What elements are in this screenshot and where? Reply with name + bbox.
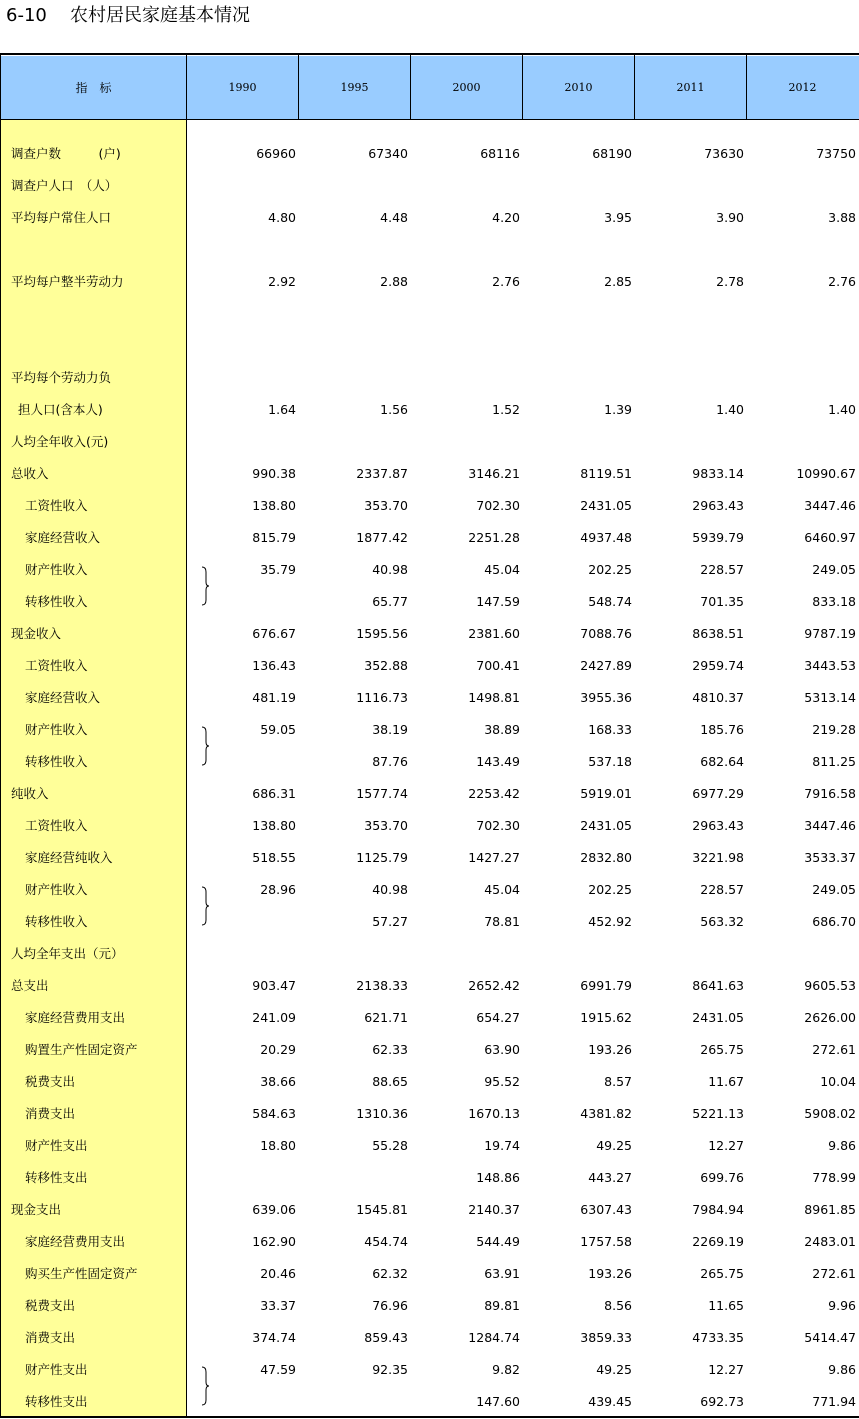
table-cell: 9.86	[828, 1362, 856, 1377]
table-cell	[196, 362, 296, 394]
table-cell: 33.37	[260, 1298, 296, 1313]
table-cell: 3221.98	[692, 850, 744, 865]
table-cell: 1.40	[828, 402, 856, 417]
table-cell	[756, 170, 856, 202]
table-cell: 374.74	[252, 1330, 296, 1345]
table-cell	[420, 938, 520, 970]
row-label: 税费支出	[25, 1298, 76, 1313]
table-cell: 4.48	[380, 210, 408, 225]
table-cell: 3955.36	[580, 690, 632, 705]
table-cell	[644, 426, 744, 458]
table-cell: 202.25	[588, 562, 632, 577]
table-cell: 9.96	[828, 1298, 856, 1313]
table-cell	[756, 426, 856, 458]
table-cell: 5221.13	[692, 1106, 744, 1121]
table-cell: 353.70	[364, 498, 408, 513]
table-cell: 454.74	[364, 1234, 408, 1249]
table-cell: 2.78	[716, 274, 744, 289]
table-cell: 40.98	[372, 562, 408, 577]
table-cell: 18.80	[260, 1138, 296, 1153]
table-cell	[756, 330, 856, 362]
table-cell	[196, 938, 296, 970]
table-cell: 1.56	[380, 402, 408, 417]
table-cell: 2832.80	[580, 850, 632, 865]
row-label: 人均全年收入(元)	[11, 434, 109, 449]
table-cell: 1595.56	[356, 626, 408, 641]
table-cell: 193.26	[588, 1266, 632, 1281]
table-cell: 2.76	[828, 274, 856, 289]
table-cell: 68190	[592, 146, 632, 161]
table-cell: 6977.29	[692, 786, 744, 801]
table-cell: 548.74	[588, 594, 632, 609]
table-cell	[196, 1162, 296, 1194]
table-cell: 228.57	[700, 562, 744, 577]
table-cell: 265.75	[700, 1042, 744, 1057]
table-cell: 87.76	[372, 754, 408, 769]
table-cell	[532, 938, 632, 970]
table-cell: 78.81	[484, 914, 520, 929]
table-cell: 3447.46	[804, 498, 856, 513]
row-label: 人均全年支出（元）	[11, 946, 124, 961]
table-cell: 57.27	[372, 914, 408, 929]
table-cell: 686.70	[812, 914, 856, 929]
table-cell: 265.75	[700, 1266, 744, 1281]
table-cell	[308, 234, 408, 266]
table-cell: 2431.05	[580, 818, 632, 833]
row-label: 现金收入	[11, 626, 62, 641]
table-cell: 4937.48	[580, 530, 632, 545]
table-cell	[196, 586, 296, 618]
table-cell: 686.31	[252, 786, 296, 801]
table-cell	[196, 746, 296, 778]
row-label: 家庭经营费用支出	[25, 1234, 126, 1249]
table-cell: 5908.02	[804, 1106, 856, 1121]
row-label: 转移性收入	[25, 914, 88, 929]
table-cell: 38.19	[372, 722, 408, 737]
table-cell: 49.25	[596, 1138, 632, 1153]
table-cell: 2431.05	[580, 498, 632, 513]
table-cell: 621.71	[364, 1010, 408, 1025]
table-cell: 2626.00	[804, 1010, 856, 1025]
table-cell: 702.30	[476, 498, 520, 513]
row-label: 转移性支出	[25, 1394, 88, 1409]
table-cell: 2140.37	[468, 1202, 520, 1217]
left-border	[0, 55, 1, 1416]
table-cell: 443.27	[588, 1170, 632, 1185]
table-cell: 10990.67	[796, 466, 856, 481]
row-label: 平均每个劳动力负	[11, 370, 112, 385]
table-cell: 8961.85	[804, 1202, 856, 1217]
table-cell: 45.04	[484, 562, 520, 577]
table-cell: 12.27	[708, 1138, 744, 1153]
table-cell: 702.30	[476, 818, 520, 833]
table-cell	[308, 170, 408, 202]
row-label: 转移性收入	[25, 754, 88, 769]
table-cell: 1.40	[716, 402, 744, 417]
row-label: 总支出	[11, 978, 49, 993]
row-label: 转移性收入	[25, 594, 88, 609]
table-cell: 10.04	[820, 1074, 856, 1089]
table-cell	[196, 298, 296, 330]
table-cell: 2963.43	[692, 818, 744, 833]
table-cell: 859.43	[364, 1330, 408, 1345]
table-cell: 138.80	[252, 818, 296, 833]
table-cell: 6991.79	[580, 978, 632, 993]
table-cell: 62.32	[372, 1266, 408, 1281]
row-label: 总收入	[11, 466, 49, 481]
table-cell: 3146.21	[468, 466, 520, 481]
table-cell	[532, 298, 632, 330]
indicator-header: 指 标	[75, 81, 112, 95]
table-cell: 147.60	[476, 1394, 520, 1409]
table-cell: 1125.79	[356, 850, 408, 865]
table-cell: 168.33	[588, 722, 632, 737]
table-cell: 6460.97	[804, 530, 856, 545]
table-cell: 563.32	[700, 914, 744, 929]
table-cell: 2427.89	[580, 658, 632, 673]
table-cell: 3.95	[604, 210, 632, 225]
table-cell	[532, 170, 632, 202]
table-cell: 66960	[256, 146, 296, 161]
table-cell	[420, 426, 520, 458]
brace-mark	[201, 566, 209, 606]
row-label: 家庭经营收入	[25, 690, 101, 705]
row-label: 平均每户整半劳动力	[11, 274, 124, 289]
table-cell: 19.74	[484, 1138, 520, 1153]
year-header: 2000	[452, 81, 481, 94]
table-cell: 2431.05	[692, 1010, 744, 1025]
table-cell: 8641.63	[692, 978, 744, 993]
table-cell: 241.09	[252, 1010, 296, 1025]
row-label: 担人口(含本人)	[18, 402, 103, 417]
table-cell: 228.57	[700, 882, 744, 897]
table-cell: 49.25	[596, 1362, 632, 1377]
table-cell: 138.80	[252, 498, 296, 513]
table-cell: 3.88	[828, 210, 856, 225]
table-cell: 682.64	[700, 754, 744, 769]
table-cell: 352.88	[364, 658, 408, 673]
row-label: 现金支出	[11, 1202, 62, 1217]
table-cell: 8.57	[604, 1074, 632, 1089]
row-label: 财产性支出	[25, 1362, 88, 1377]
table-cell: 353.70	[364, 818, 408, 833]
table-cell: 439.45	[588, 1394, 632, 1409]
row-label: 购买生产性固定资产	[25, 1266, 138, 1281]
table-cell: 62.33	[372, 1042, 408, 1057]
table-cell: 1.64	[268, 402, 296, 417]
table-cell: 3859.33	[580, 1330, 632, 1345]
table-cell: 136.43	[252, 658, 296, 673]
table-cell: 9605.53	[804, 978, 856, 993]
row-label: 平均每户常住人口	[11, 210, 112, 225]
table-cell: 2652.42	[468, 978, 520, 993]
table-cell: 584.63	[252, 1106, 296, 1121]
table-cell: 990.38	[252, 466, 296, 481]
row-label: 工资性收入	[25, 818, 88, 833]
table-cell: 9787.19	[804, 626, 856, 641]
table-cell: 2963.43	[692, 498, 744, 513]
table-cell: 9.86	[828, 1138, 856, 1153]
table-cell: 4.20	[492, 210, 520, 225]
table-cell: 701.35	[700, 594, 744, 609]
table-cell: 7984.94	[692, 1202, 744, 1217]
table-cell: 219.28	[812, 722, 856, 737]
table-cell: 5414.47	[804, 1330, 856, 1345]
table-cell: 63.91	[484, 1266, 520, 1281]
table-cell: 5919.01	[580, 786, 632, 801]
table-cell: 654.27	[476, 1010, 520, 1025]
table-cell: 1877.42	[356, 530, 408, 545]
table-cell: 89.81	[484, 1298, 520, 1313]
table-cell: 639.06	[252, 1202, 296, 1217]
table-cell: 249.05	[812, 882, 856, 897]
table-cell: 537.18	[588, 754, 632, 769]
table-cell: 148.86	[476, 1170, 520, 1185]
table-cell: 63.90	[484, 1042, 520, 1057]
table-cell: 272.61	[812, 1042, 856, 1057]
table-cell: 2253.42	[468, 786, 520, 801]
table-cell: 2.85	[604, 274, 632, 289]
brace-mark	[201, 886, 209, 926]
table-cell: 5313.14	[804, 690, 856, 705]
statistics-table	[0, 53, 859, 1419]
table-cell	[196, 170, 296, 202]
table-cell: 73630	[704, 146, 744, 161]
row-label: 消费支出	[25, 1106, 76, 1121]
table-cell	[644, 362, 744, 394]
table-cell: 9833.14	[692, 466, 744, 481]
table-cell: 811.25	[812, 754, 856, 769]
table-cell	[420, 170, 520, 202]
table-cell	[420, 298, 520, 330]
row-label: 消费支出	[25, 1330, 76, 1345]
table-cell: 9.82	[492, 1362, 520, 1377]
table-cell	[756, 298, 856, 330]
table-cell	[644, 170, 744, 202]
table-cell: 3533.37	[804, 850, 856, 865]
indicator-divider	[186, 55, 187, 1416]
row-label: 财产性收入	[25, 562, 88, 577]
table-cell: 2.92	[268, 274, 296, 289]
table-cell: 1310.36	[356, 1106, 408, 1121]
year-header: 1995	[340, 81, 369, 94]
top-rule	[0, 53, 859, 55]
row-label: 调查户人口 （人）	[11, 178, 118, 193]
table-cell: 2337.87	[356, 466, 408, 481]
table-cell: 2138.33	[356, 978, 408, 993]
table-cell: 38.66	[260, 1074, 296, 1089]
table-cell: 3447.46	[804, 818, 856, 833]
table-cell: 193.26	[588, 1042, 632, 1057]
row-label: 家庭经营纯收入	[25, 850, 113, 865]
table-cell: 903.47	[252, 978, 296, 993]
row-label: 家庭经营费用支出	[25, 1010, 126, 1025]
table-cell: 778.99	[812, 1170, 856, 1185]
row-label: 财产性支出	[25, 1138, 88, 1153]
row-label: 家庭经营收入	[25, 530, 101, 545]
table-cell: 202.25	[588, 882, 632, 897]
table-cell: 4810.37	[692, 690, 744, 705]
table-cell: 3443.53	[804, 658, 856, 673]
table-cell: 5939.79	[692, 530, 744, 545]
table-cell: 6307.43	[580, 1202, 632, 1217]
table-cell: 47.59	[260, 1362, 296, 1377]
table-cell: 481.19	[252, 690, 296, 705]
table-cell: 1284.74	[468, 1330, 520, 1345]
table-cell: 2.88	[380, 274, 408, 289]
row-label: 工资性收入	[25, 658, 88, 673]
table-cell: 249.05	[812, 562, 856, 577]
table-cell	[196, 330, 296, 362]
table-cell: 11.67	[708, 1074, 744, 1089]
table-cell: 1545.81	[356, 1202, 408, 1217]
table-cell	[196, 1386, 296, 1418]
row-label: 财产性收入	[25, 722, 88, 737]
table-title-text: 农村居民家庭基本情况	[70, 5, 250, 26]
table-cell: 95.52	[484, 1074, 520, 1089]
row-label: 转移性支出	[25, 1170, 88, 1185]
table-cell: 7916.58	[804, 786, 856, 801]
table-cell: 8119.51	[580, 466, 632, 481]
table-cell: 1577.74	[356, 786, 408, 801]
row-label: 纯收入	[11, 786, 49, 801]
table-cell: 12.27	[708, 1362, 744, 1377]
table-cell: 815.79	[252, 530, 296, 545]
table-cell	[532, 330, 632, 362]
row-label: 税费支出	[25, 1074, 76, 1089]
table-cell: 272.61	[812, 1266, 856, 1281]
table-cell: 4733.35	[692, 1330, 744, 1345]
table-cell: 11.65	[708, 1298, 744, 1313]
table-cell: 8.56	[604, 1298, 632, 1313]
table-cell: 67340	[368, 146, 408, 161]
table-cell: 2.76	[492, 274, 520, 289]
table-cell: 1915.62	[580, 1010, 632, 1025]
row-label: 购置生产性固定资产	[25, 1042, 138, 1057]
table-cell: 2269.19	[692, 1234, 744, 1249]
table-cell	[532, 362, 632, 394]
table-cell: 1757.58	[580, 1234, 632, 1249]
table-cell	[196, 906, 296, 938]
row-label: 财产性收入	[25, 882, 88, 897]
table-cell	[308, 938, 408, 970]
table-cell: 7088.76	[580, 626, 632, 641]
table-cell: 4.80	[268, 210, 296, 225]
table-cell: 833.18	[812, 594, 856, 609]
table-cell: 1.39	[604, 402, 632, 417]
table-cell: 2381.60	[468, 626, 520, 641]
table-cell	[644, 234, 744, 266]
table-cell: 699.76	[700, 1170, 744, 1185]
table-cell: 518.55	[252, 850, 296, 865]
table-cell: 2959.74	[692, 658, 744, 673]
table-cell	[532, 234, 632, 266]
table-cell: 700.41	[476, 658, 520, 673]
table-cell	[420, 330, 520, 362]
table-cell	[756, 234, 856, 266]
table-cell: 88.65	[372, 1074, 408, 1089]
table-cell	[420, 362, 520, 394]
table-cell: 65.77	[372, 594, 408, 609]
table-cell: 2483.01	[804, 1234, 856, 1249]
table-cell	[644, 938, 744, 970]
table-cell	[308, 426, 408, 458]
table-cell: 68116	[480, 146, 520, 161]
table-cell: 544.49	[476, 1234, 520, 1249]
brace-mark	[201, 1366, 209, 1406]
table-cell	[756, 362, 856, 394]
table-cell: 38.89	[484, 722, 520, 737]
table-cell	[308, 330, 408, 362]
table-cell: 676.67	[252, 626, 296, 641]
table-cell: 1116.73	[356, 690, 408, 705]
table-cell: 1427.27	[468, 850, 520, 865]
table-cell: 143.49	[476, 754, 520, 769]
year-header: 2011	[676, 81, 705, 94]
table-cell	[196, 234, 296, 266]
row-label: 调查户数 (户)	[11, 146, 121, 161]
table-cell: 55.28	[372, 1138, 408, 1153]
table-cell: 3.90	[716, 210, 744, 225]
table-cell: 452.92	[588, 914, 632, 929]
table-cell	[644, 298, 744, 330]
table-cell: 692.73	[700, 1394, 744, 1409]
table-cell: 76.96	[372, 1298, 408, 1313]
table-cell	[420, 234, 520, 266]
brace-mark	[201, 726, 209, 766]
year-header: 2010	[564, 81, 593, 94]
table-cell: 28.96	[260, 882, 296, 897]
table-number: 6-10	[6, 5, 47, 26]
table-cell: 40.98	[372, 882, 408, 897]
table-cell	[196, 426, 296, 458]
year-header: 2012	[788, 81, 817, 94]
table-cell: 4381.82	[580, 1106, 632, 1121]
table-cell	[308, 1162, 408, 1194]
table-cell: 1670.13	[468, 1106, 520, 1121]
table-cell: 35.79	[260, 562, 296, 577]
table-cell: 20.46	[260, 1266, 296, 1281]
table-cell	[532, 426, 632, 458]
table-cell	[308, 298, 408, 330]
table-cell: 1498.81	[468, 690, 520, 705]
table-cell: 8638.51	[692, 626, 744, 641]
table-cell: 771.94	[812, 1394, 856, 1409]
table-cell	[756, 938, 856, 970]
table-cell	[308, 1386, 408, 1418]
table-cell: 1.52	[492, 402, 520, 417]
table-cell: 59.05	[260, 722, 296, 737]
table-cell	[308, 362, 408, 394]
year-header: 1990	[228, 81, 257, 94]
table-cell	[644, 330, 744, 362]
table-cell: 73750	[816, 146, 856, 161]
table-cell: 2251.28	[468, 530, 520, 545]
table-cell: 185.76	[700, 722, 744, 737]
table-title	[6, 3, 250, 29]
table-cell: 92.35	[372, 1362, 408, 1377]
table-cell: 20.29	[260, 1042, 296, 1057]
table-cell: 147.59	[476, 594, 520, 609]
row-label: 工资性收入	[25, 498, 88, 513]
table-cell: 162.90	[252, 1234, 296, 1249]
table-cell: 45.04	[484, 882, 520, 897]
